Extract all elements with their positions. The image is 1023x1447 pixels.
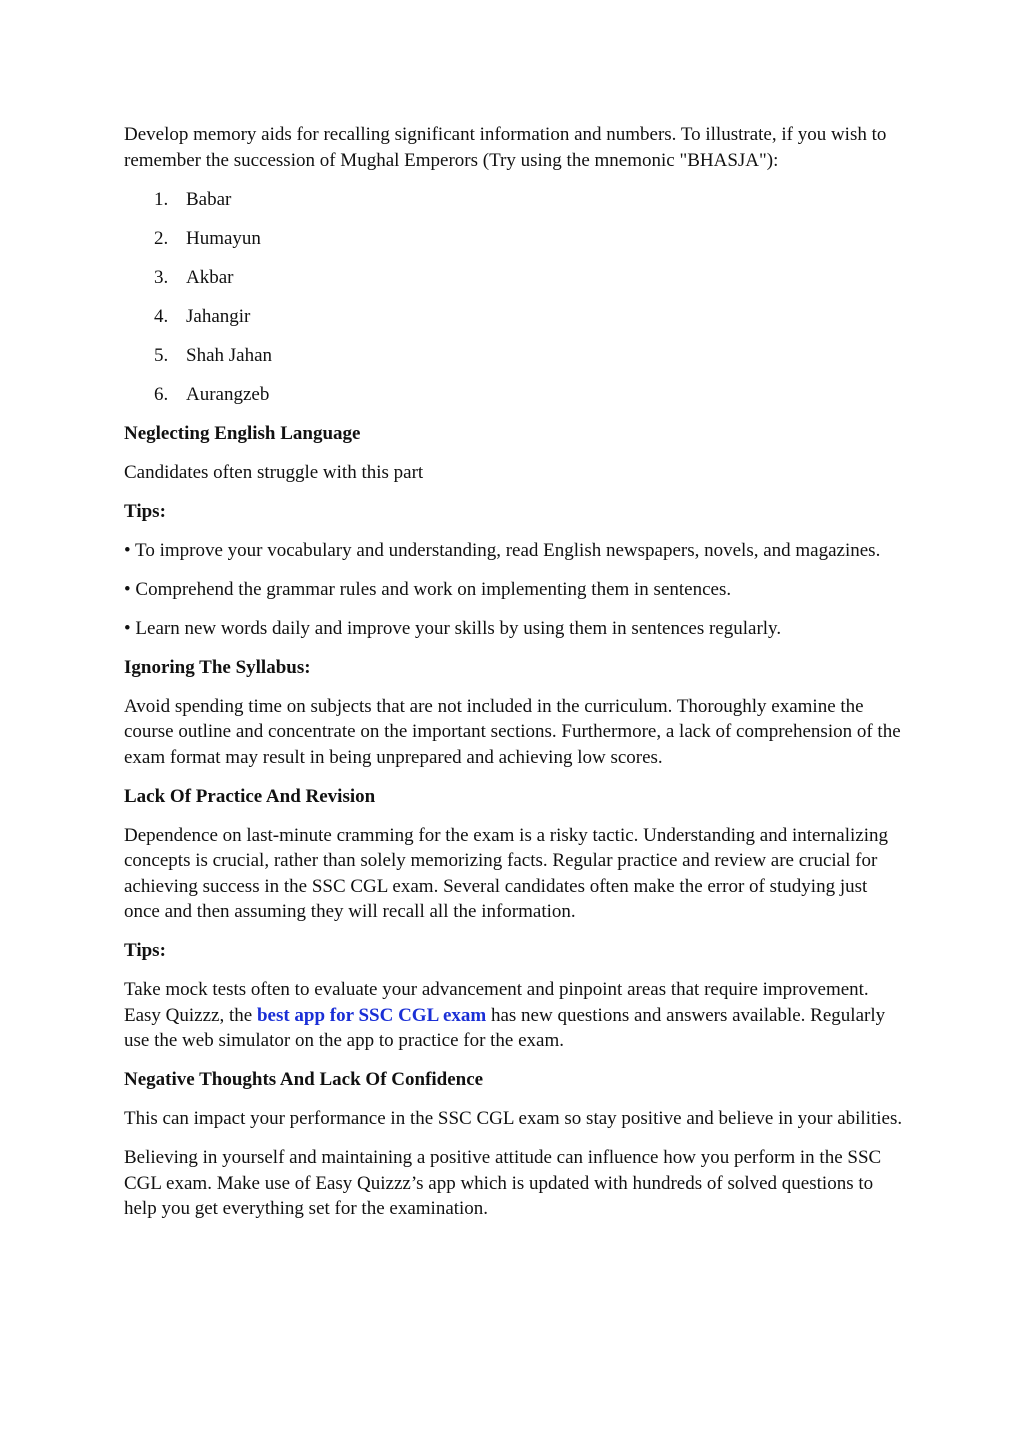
list-item — [124, 304, 904, 330]
english-heading: Neglecting English Language — [124, 422, 361, 444]
mughal-emperors-list — [124, 187, 904, 408]
english-tip-grammar: • Comprehend the grammar rules and work on implementing them in sentences. — [124, 578, 732, 600]
practice-tips-heading: Tips: — [124, 940, 166, 961]
english-paragraph: Candidates often struggle with this part — [124, 461, 424, 483]
english-tip-reading: • To improve your vocabulary and understanding, read English newspapers, novels, and magazines. — [124, 539, 881, 561]
list-item-number: 1. — [154, 188, 169, 210]
practice-heading: Lack Of Practice And Revision — [124, 785, 376, 807]
syllabus-heading: Ignoring The Syllabus: — [124, 656, 311, 678]
confidence-paragraph-1: This can impact your performance in the SSC CGL exam so stay positive and believe in your abilities. — [124, 1108, 903, 1129]
list-item-number: 6. — [154, 383, 169, 405]
list-item — [124, 187, 904, 213]
list-item — [124, 382, 904, 408]
confidence-heading: Negative Thoughts And Lack Of Confidence — [124, 1069, 484, 1090]
list-item-number: 3. — [154, 266, 169, 288]
english-tip-vocabulary: • Learn new words daily and improve your skills by using them in sentences regularly. — [124, 617, 782, 639]
list-item-label: Jahangir — [186, 305, 251, 327]
syllabus-paragraph: Avoid spending time on subjects that are not included in the curriculum. Thoroughly examine the course outline and concentrate on the important sections. Furthermore, a lack of comprehension of the exam format may result in being unprepared and achieving low scores. — [124, 695, 901, 768]
list-item-label: Shah Jahan — [186, 344, 273, 366]
list-item-number: 2. — [154, 227, 169, 249]
list-item-number: 4. — [154, 305, 169, 327]
list-item — [124, 226, 904, 252]
practice-tips-paragraph — [124, 977, 904, 1054]
confidence-paragraph-2: Believing in yourself and maintaining a positive attitude can influence how you perform in the SSC CGL exam. Make use of Easy Quizzz’s app which is updated with hundreds of solved questions to help you get everything set for the examination. — [124, 1147, 882, 1219]
list-item-label: Humayun — [186, 227, 261, 249]
practice-paragraph: Dependence on last-minute cramming for the exam is a risky tactic. Understanding and internalizing concepts is crucial, rather than solely memorizing facts. Regular practice and review are crucial for achieving success in the SSC CGL exam. Several candidates often make the error of studying just once and then assuming they will recall all the information. — [124, 824, 888, 922]
practice-tips-text-after: has new questions and answers available. Regularly use the web simulator on the app to practice for the exam. — [124, 1004, 886, 1051]
english-tips-heading: Tips: — [124, 500, 166, 522]
list-item-number: 5. — [154, 344, 169, 366]
list-item — [124, 265, 904, 291]
list-item-label: Akbar — [186, 266, 234, 288]
practice-tips-text-before: Take mock tests often to evaluate your advancement and pinpoint areas that require improvement. Easy Quizzz, the — [124, 979, 869, 1026]
intro-paragraph: Develop memory aids for recalling significant information and numbers. To illustrate, if you wish to remember the succession of Mughal Emperors (Try using the mnemonic "BHASJA"): — [124, 124, 887, 171]
document-page — [124, 122, 904, 1235]
best-app-link[interactable]: best app for SSC CGL exam — [256, 1004, 487, 1026]
list-item — [124, 343, 904, 369]
list-item-label: Babar — [186, 188, 232, 210]
list-item-label: Aurangzeb — [186, 383, 270, 405]
